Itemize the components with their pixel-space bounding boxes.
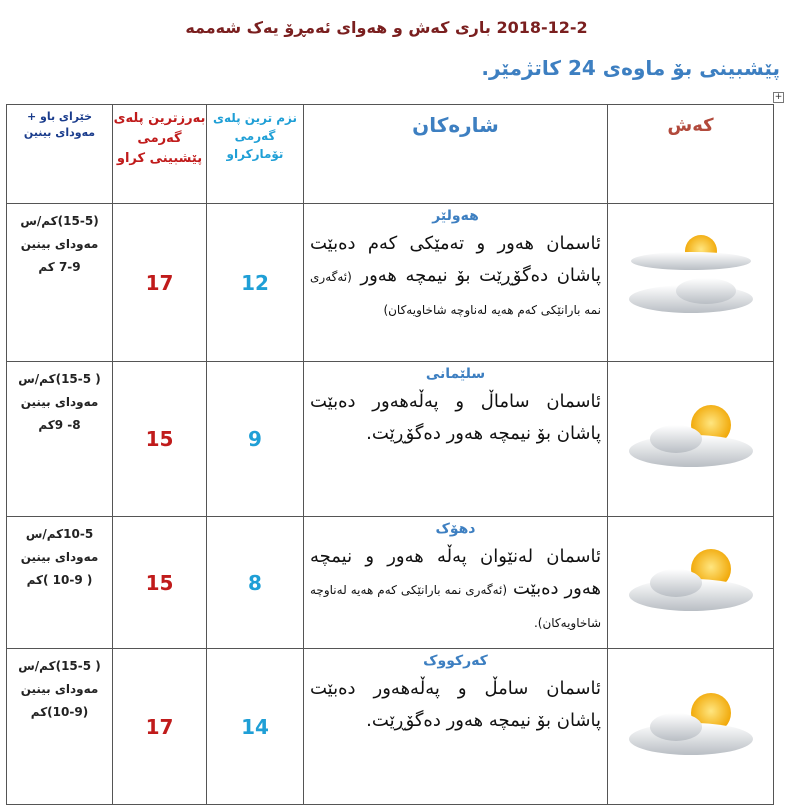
wind-line: ( 15-5)کم/س: [18, 372, 101, 386]
weather-icon-cell: [608, 204, 774, 362]
min-temp-cell: 14: [207, 649, 304, 805]
page-title: [0, 18, 785, 37]
forecast-text: [310, 673, 601, 737]
min-temp-cell: 12: [207, 204, 304, 362]
forecast-text: [310, 541, 601, 639]
title-date: 2018-12-2: [496, 18, 588, 37]
table-row: [7, 517, 774, 649]
forecast-main-text: ئاسمان هەور و تەمێکی کەم دەبێت پاشان دەگۆڕێت بۆ نیمچە هەور: [310, 233, 601, 286]
header-min-temp: نزم ترین پلەی گەرمی تۆمارکراو: [207, 105, 304, 204]
sun-cloud-icon: [621, 685, 761, 765]
wind-line: ( 10-9 )کم: [26, 573, 93, 587]
wind-line: مەودای بینین: [20, 550, 99, 564]
wind-visibility-cell: [7, 517, 113, 649]
min-temp-cell: 9: [207, 362, 304, 517]
wind-line: 7-9 کم: [38, 260, 81, 274]
weather-icon-cell: [608, 517, 774, 649]
wind-line: مەودای بینین: [20, 237, 99, 251]
header-weather: کەش: [608, 105, 774, 204]
table-row: [7, 204, 774, 362]
sun-cloud-icon: [621, 541, 761, 621]
city-name: سلێمانی: [425, 366, 486, 382]
weather-icon-cell: [608, 649, 774, 805]
max-temp-cell: 17: [113, 649, 207, 805]
sun-cloud-icon: [621, 221, 761, 341]
table-move-handle[interactable]: +: [774, 92, 783, 102]
wind-line: (10-9)کم: [30, 705, 89, 719]
wind-visibility-cell: [7, 649, 113, 805]
page-subtitle: پێشبینی بۆ ماوەی 24 کاتژمێر.: [481, 56, 780, 80]
city-name: دهۆک: [435, 521, 476, 537]
wind-line: مەودای بینین: [20, 682, 99, 696]
header-row: [7, 105, 774, 204]
max-temp-cell: 17: [113, 204, 207, 362]
max-temp-cell: 15: [113, 362, 207, 517]
wind-visibility-cell: [7, 204, 113, 362]
forecast-cell: [304, 362, 608, 517]
table-row: [7, 362, 774, 517]
sun-cloud-icon: [621, 397, 761, 477]
forecast-note: (ئەگەری نمە بارانێکی کەم هەیە لەناوچە شاخاویەکان): [310, 270, 601, 317]
weather-icon-cell: [608, 362, 774, 517]
wind-line: مەودای بینین: [20, 395, 99, 409]
forecast-cell: [304, 649, 608, 805]
wind-line: 10-5کم/س: [25, 527, 94, 541]
table-row: [7, 649, 774, 805]
forecast-text: [310, 386, 601, 450]
max-temp-cell: 15: [113, 517, 207, 649]
header-wind: خێرای باو + مەودای بینین: [7, 105, 113, 204]
header-max-temp: بەرزترین پلەی گەرمی پێشبینی کراو: [113, 105, 207, 204]
wind-line: 8- 9کم: [38, 418, 81, 432]
forecast-main-text: ئاسمان ساماڵ و پەڵەهەور دەبێت پاشان بۆ نیمچە هەور دەگۆڕێت.: [310, 391, 601, 444]
forecast-table: [6, 104, 774, 805]
forecast-text: [310, 228, 601, 326]
forecast-cell: [304, 204, 608, 362]
forecast-main-text: ئاسمان لەنێوان پەڵە هەور و نیمچە هەور دەبێت: [310, 546, 601, 599]
min-temp-cell: 8: [207, 517, 304, 649]
city-name: هەولێر: [432, 208, 479, 224]
forecast-note: (ئەگەری نمە بارانێکی کەم هەیە لەناوچە شاخاویەکان).: [310, 583, 601, 630]
forecast-cell: [304, 517, 608, 649]
header-cities: شارەکان: [304, 105, 608, 204]
wind-line: ( 15-5)کم/س: [18, 659, 101, 673]
wind-visibility-cell: [7, 362, 113, 517]
title-text: باری کەش و هەوای ئەمڕۆ یەک شەممە: [185, 18, 491, 37]
wind-line: (15-5)کم/س: [20, 214, 99, 228]
forecast-main-text: ئاسمان سامڵ و پەڵەهەور دەبێت پاشان بۆ نیمچە هەور دەگۆڕێت.: [310, 678, 601, 731]
city-name: کەرکووک: [423, 653, 488, 669]
